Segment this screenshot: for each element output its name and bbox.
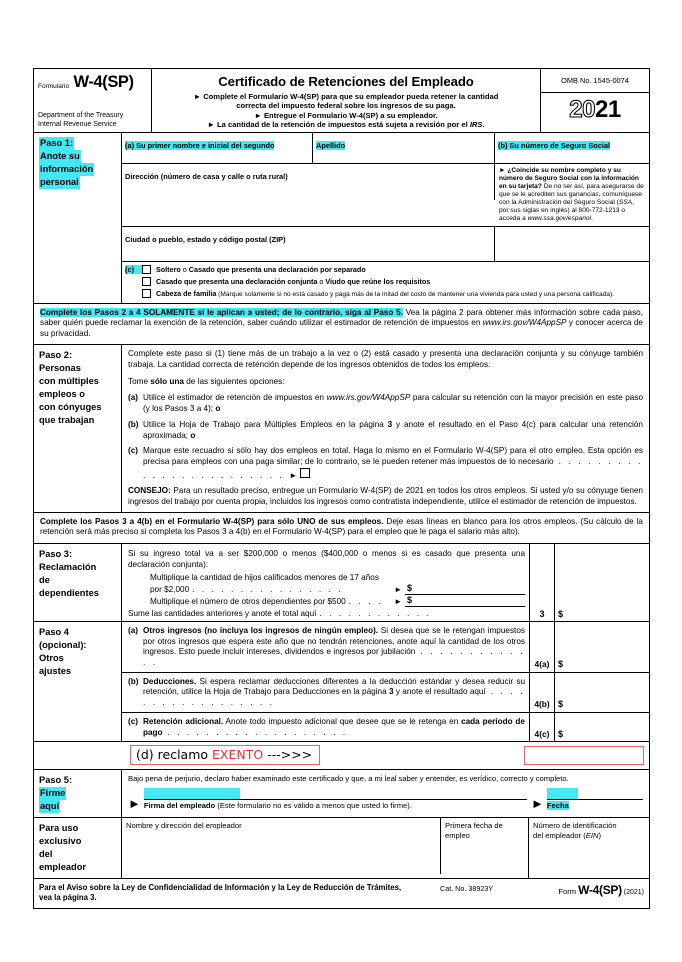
checkbox-single-label: [156, 265, 366, 274]
steps-2-to-4-banner: [34, 304, 649, 346]
employer-label: [34, 818, 122, 878]
step-4c-dollar-sign: $: [558, 728, 564, 739]
last-name-field[interactable]: [313, 133, 495, 163]
other-dependents-label: Multiplique el número de otros dependientes por $500: [150, 596, 346, 606]
dependents-dots: . . . .: [348, 596, 383, 606]
children-amount-label: por $2,000: [150, 584, 190, 594]
other-income-rest: Si desea que se le retengan impuestos por otros ingresos que espera este año que no tendrán retenciones, anote aquí la cantidad de los otros ingresos. Esto puede incluir intereses, dividendos e ingresos por jubilación: [143, 625, 525, 657]
step-5-body: [122, 770, 649, 817]
banner2-rest: Deje esas líneas en blanco para los otros empleos. (Su cálculo de la retención será más preciso si completa los Pasos 3 a 4(b) en el Formulario W-4(SP) para el empleo que le paga el salario más alto).: [40, 516, 643, 537]
signature-row: [128, 788, 643, 810]
joint-bold: Casado que presenta una declaración conjunta: [156, 276, 318, 286]
step-3-children-line-2: [128, 583, 525, 595]
joint-mid: o: [317, 276, 326, 286]
total-dots: . . . . . . . . . . . .: [319, 608, 432, 618]
step-4c-tag: (c): [128, 716, 139, 726]
signature-label-rest: (Este formulario no es válido a menos que usted lo firme).: [215, 801, 412, 811]
header-form-identity: [34, 69, 152, 132]
step-4b-dots: . . . . . . . . . . . . . . . . . .: [143, 687, 526, 708]
pay-period-bold: cada período de pago: [143, 716, 525, 737]
step-3-intro: Si su ingreso total va a ser $200,000 o menos ($400,000 o menos si es casado que presenta una declaración conjunta):: [128, 548, 525, 569]
header-bullet-1-line-1: ► Complete el Formulario W-4(SP) para que su empleador pueda retener la cantidad: [193, 92, 499, 101]
first-name-label: (a) Su primer nombre e inicial del segundo: [125, 141, 275, 151]
signature-label-bold: Firma del empleado: [143, 801, 216, 811]
option-c-dots: . . . . . . . . . . . . . . . . . . . . . . . .: [143, 456, 643, 480]
step-5-label-line-3: aquí: [40, 801, 60, 812]
step-4b-row: [122, 673, 649, 713]
employer-label-line-1: Para uso: [39, 823, 79, 834]
step-3-label: [34, 544, 122, 621]
step-5-label: [34, 770, 122, 817]
checkbox-two-jobs[interactable]: [300, 468, 310, 478]
annotation-prefix: (d) reclamo: [136, 747, 213, 763]
step-4b-input[interactable]: [555, 673, 649, 712]
step-4b-tag: (b): [128, 676, 139, 686]
ssn-note-end: .: [591, 214, 593, 222]
tome-bold: sólo una: [150, 376, 184, 386]
step-2-intro: Complete este paso si (1) tiene más de un trabajo a la vez o (2) está casado y presenta una declaración conjunta y su cónyuge también trabaja. La cantidad correcta de retención depende de los ingresos obtenidos de todos los empleos.: [128, 349, 643, 370]
step-1-label-line-3: información: [40, 164, 94, 175]
form-label: Formulario: [38, 83, 70, 90]
last-name-label: Apellido: [316, 141, 346, 151]
hoh-rest: (Marque solamente si no está casado y paga más de la mitad del costo de mantener una vivienda para usted y una persona calificada).: [216, 290, 615, 298]
header-title-block: [152, 69, 541, 132]
step-4-label-line-1: Paso 4: [39, 626, 69, 637]
filing-status-tag: (c): [125, 265, 142, 274]
step-4a-tag: (a): [128, 625, 139, 635]
extra-withholding-bold: Retención adicional.: [143, 716, 224, 726]
step-4c-input[interactable]: [555, 713, 649, 741]
signature-column: [144, 788, 527, 810]
step-4b-dollar-sign: $: [558, 699, 564, 710]
step-4b-number-value: 4(b): [534, 699, 550, 710]
step-1-label-line-1: Paso 1:: [40, 138, 74, 149]
ssn-note-rest: De no ser así, para asegurarse de que se le acrediten sus ganancias, comuníquese con la Administración del Seguro Social (: [499, 183, 644, 206]
department-block: [38, 112, 123, 129]
employer-label-line-3: del: [39, 849, 53, 860]
step-3-label-line-1: Paso 3:: [39, 548, 73, 559]
step-3-dollar-sign: $: [558, 608, 564, 619]
address-field[interactable]: [122, 164, 495, 200]
tip-label: CONSEJO:: [128, 486, 171, 496]
exempt-target-box[interactable]: [524, 746, 644, 765]
city-state-zip-field[interactable]: [122, 227, 495, 261]
step-3-total-input[interactable]: [555, 544, 649, 621]
ssn-note-top: [495, 164, 649, 225]
step-2-label-line-2: Personas: [39, 363, 81, 374]
option-b-post: y anote el resultado en el Paso 4(c) para calcular una retención aproximada;: [143, 419, 643, 440]
step-3-label-line-4: dependientes: [39, 587, 99, 598]
step-4a-paragraph: [143, 626, 525, 669]
step-1-address-row: [122, 164, 649, 226]
deductions-rest-2: y anote el resultado aquí: [393, 687, 486, 697]
step-3-body: [122, 544, 529, 621]
filing-status-field: [122, 262, 649, 303]
step-4-label: [34, 622, 122, 741]
year-outline-part: 20: [569, 96, 595, 123]
step-1-name-row: [122, 133, 649, 164]
header-bullet-3: [156, 120, 536, 129]
step-2-body: [122, 345, 649, 511]
step-4-label-line-2: (opcional):: [39, 639, 87, 650]
option-a-tag: (a): [128, 393, 139, 403]
banner-rest-2: y conocer acerca de su privacidad.: [40, 318, 643, 338]
step-5-section: [34, 770, 649, 818]
step-4-section: [34, 622, 649, 742]
checkbox-joint-label: [156, 277, 430, 286]
step-2-option-b: [128, 420, 643, 441]
step-4a-number-value: 4(a): [534, 659, 550, 670]
footer-form-label: Form: [558, 887, 579, 897]
banner-rest-1: Vea la página 2 para obtener más información sobre cada paso, saber quién puede reclamar la exención de la retención, saber cuándo utilizar el estimador de retención de impuestos en: [40, 307, 644, 328]
step-5-label-line-2: Firme: [40, 788, 66, 799]
option-b-text: [143, 420, 643, 441]
ssa-abbrev: SSA: [618, 198, 633, 206]
perjury-statement: Bajo pena de perjurio, declaro haber examinado este certificado y que, a mi leal saber y entender, es verídico, correcto y completo.: [128, 774, 569, 784]
exempt-annotation-row: [34, 742, 649, 770]
privacy-notice: [39, 883, 440, 903]
step-4c-number-value: 4(c): [534, 728, 550, 739]
option-b-tag: (b): [128, 419, 139, 429]
catalog-number: Cat. No. 38923Y: [440, 884, 494, 894]
step-4a-line-number: [529, 622, 555, 672]
employer-label-line-2: exclusivo: [39, 836, 82, 847]
ein-line-2-pre: del empleador (: [533, 830, 586, 840]
footer-form-number: W-4(SP): [578, 883, 622, 898]
tome-post: de las siguientes opciones:: [183, 376, 285, 386]
ein-line-1: Número de identificación: [533, 821, 617, 831]
step-2-label-line-3: con múltiples: [39, 376, 99, 387]
department-line-2: Internal Revenue Service: [38, 120, 117, 128]
steps-3-to-4b-banner: [34, 513, 649, 544]
tax-year: [541, 93, 649, 126]
banner-bold: Complete los Pasos 2 a 4 SOLAMENTE si le aplican a usted; de lo contrario, siga al Paso 5.: [40, 307, 403, 317]
checkbox-row-single[interactable]: [125, 265, 646, 275]
deductions-rest-1: Si espera reclamar deducciones diferentes a la deducción estándar y desea reducir su retención, utilice la Hoja de Trabajo para Deducciones en la página: [143, 676, 525, 697]
w4sp-form: [33, 68, 650, 909]
children-amount-input[interactable]: $: [405, 583, 525, 595]
step-4b-text: [122, 673, 529, 712]
step-4c-dots: . . . . . . . . . . . . . . . . . . .: [162, 727, 348, 737]
mfs-bold: Casado que presenta una declaración por separado: [188, 264, 366, 274]
other-dependents-input[interactable]: $: [405, 595, 525, 607]
form-number: W-4(SP): [73, 73, 134, 91]
annotation-arrows: --->>>: [263, 747, 313, 763]
step-4c-line-number: [529, 713, 555, 741]
option-b-or: o: [190, 430, 196, 440]
step-4a-dots: . . . . . . . . . . . . .: [143, 647, 525, 668]
w4app-url[interactable]: www.irs.gov/W4AppSP: [482, 318, 567, 328]
arrow-right-icon: ►: [394, 596, 402, 606]
tip-text: Para un resultado preciso, entregue un Formulario W-4(SP) de 2021 en todos los otros empleos. Si usted y/o su cónyuge tienen ingresos del trabajo por cuenta propia, incluidos los ingresos como contratista independiente, utilice el estimador de retención de impuestos.: [128, 486, 643, 507]
tome-pre: Tome: [128, 376, 151, 386]
employer-ein-field[interactable]: [529, 818, 649, 878]
annotation-exempt-word: EXENTO: [212, 747, 264, 763]
step-1-fields: [122, 133, 649, 302]
option-c-tag: (c): [128, 446, 139, 456]
ein-abbrev: EIN: [585, 830, 599, 840]
step-3-total-line: [128, 608, 525, 619]
step-2-label-line-6: que trabajan: [39, 415, 95, 426]
employer-section: [34, 818, 649, 879]
step-3-dependents-line: [128, 595, 525, 607]
step-4c-inner: [128, 717, 525, 738]
banner2-bold: Complete los Pasos 3 a 4(b) en el Formulario W-4(SP) para sólo UNO de sus empleos.: [40, 516, 384, 526]
step-1-city-row: [122, 227, 649, 262]
step-2-option-a: [128, 393, 643, 414]
form-header: [34, 69, 649, 133]
header-bullets: [156, 92, 536, 129]
header-bullet-3-pre: ► La cantidad de la retención de impuestos está sujeta a revisión por el: [207, 119, 470, 129]
irs-italic: IRS: [469, 119, 483, 129]
arrow-right-icon: ►: [289, 470, 298, 480]
step-1-filing-status-row: [122, 262, 649, 303]
deductions-page: 3: [388, 687, 394, 697]
step-4a-inner: [128, 626, 525, 669]
date-inner: [531, 788, 643, 810]
step-3-label-line-2: Reclamación: [39, 561, 97, 572]
ssn-label: (b) Su número de Seguro Social: [498, 141, 611, 151]
children-dots: . . . . . . . . . . . . . . . .: [192, 584, 344, 594]
footer-form-identity: [532, 883, 644, 897]
date-column: [531, 788, 643, 810]
single-bold: Soltero: [156, 264, 181, 274]
checkbox-single[interactable]: [142, 265, 151, 274]
step-2-choose-one: [128, 377, 643, 388]
step-4-label-line-3: Otros: [39, 652, 64, 663]
header-bullet-1-line-2: correcta del impuesto federal sobre los ingresos de su paga.: [236, 101, 456, 111]
employer-name-address-field[interactable]: [122, 818, 441, 874]
step-3-label-line-3: de: [39, 574, 50, 585]
step-3-children-line-1: Multiplique la cantidad de hijos calificados menores de 17 años: [150, 572, 379, 582]
step-4a-input[interactable]: [555, 622, 649, 672]
header-bullet-3-post: .: [482, 119, 485, 129]
date-input[interactable]: [547, 799, 643, 810]
option-a-url[interactable]: www.irs.gov/W4AppSP: [326, 393, 411, 403]
department-line-1: Department of the Treasury: [38, 112, 124, 119]
step-4b-inner: [128, 677, 525, 709]
checkbox-joint[interactable]: [142, 277, 151, 286]
step-4-label-line-4: ajustes: [39, 665, 72, 676]
step-4c-text: [122, 713, 529, 741]
ein-line-2-post: ): [598, 830, 601, 840]
step-2-label-line-5: con cónyuges: [39, 402, 102, 413]
privacy-notice-line-2: vea la página 3.: [39, 893, 97, 903]
city-state-zip-label: Ciudad o pueblo, estado y código postal (ZIP): [125, 234, 286, 244]
step-3-total-label: Sume las cantidades anteriores y anote el total aquí: [128, 608, 317, 618]
step-2-option-c: [128, 446, 643, 481]
step-5-label-line-1: Paso 5:: [39, 775, 73, 786]
step-4a-text: [122, 622, 529, 672]
step-1-label: [34, 133, 122, 302]
hoh-bold: Cabeza de familia: [156, 288, 217, 298]
step-2-label-line-4: empleos o: [39, 389, 85, 400]
step-4a-dollar-sign: $: [558, 659, 564, 670]
step-4c-row: [122, 713, 649, 741]
signature-highlight: [144, 788, 240, 799]
ssa-url[interactable]: www.ssa.gov/espanol: [527, 214, 592, 222]
checkbox-row-joint[interactable]: [125, 277, 646, 287]
arrow-right-icon: ►: [531, 796, 544, 812]
step-2-tip: [128, 486, 643, 507]
option-c-text: [143, 446, 643, 481]
step-4b-line-number: [529, 673, 555, 712]
option-c-body: Marque este recuadro si sólo hay dos empleos en total. Haga lo mismo en el Formulario W-4(SP) para el otro empleo. Esta opción es precisa para empleos con una paga similar; de lo contrario, se le pueden retener más impuestos de lo necesario: [143, 446, 643, 466]
checkbox-head-of-household[interactable]: [142, 289, 151, 298]
date-highlight: [547, 788, 578, 799]
step-1-label-line-4: personal: [40, 177, 79, 188]
date-field-wrap: [547, 788, 643, 810]
date-label: Fecha: [546, 801, 569, 811]
option-a-or: o: [215, 404, 221, 414]
employer-label-line-4: empleador: [39, 862, 87, 873]
checkbox-hoh-label: [156, 289, 614, 299]
step-1-section: [34, 133, 649, 303]
arrow-right-icon: ►: [128, 796, 141, 812]
ssn-note-rest-2: , por sus siglas en inglés) al 800-772-1213 o acceda a: [499, 198, 634, 222]
step-3-section: [34, 544, 649, 622]
form-footer: [34, 879, 649, 908]
omb-number: OMB No. 1545-0074: [541, 69, 649, 93]
checkbox-row-hoh[interactable]: [125, 289, 646, 299]
other-income-bold: Otros ingresos (no incluya los ingresos de ningún empleo).: [143, 625, 379, 635]
step-1-label-line-2: Anote su: [40, 151, 80, 162]
arrow-right-icon: ►: [394, 584, 402, 594]
address-label: Dirección (número de casa y calle o ruta rural): [125, 172, 288, 182]
ssn-field[interactable]: [495, 133, 649, 163]
step-4b-paragraph: [143, 677, 525, 709]
employer-name-address-label: Nombre y dirección del empleador: [126, 821, 242, 831]
step-3-number-value: 3: [539, 608, 545, 619]
step-2-label: [34, 345, 122, 511]
ssn-note-spacer: [495, 227, 649, 261]
ssn-note-bold: ► ¿Coincide su nombre completo y su número de Seguro Social con la información en su tarjeta?: [499, 167, 639, 190]
first-name-field[interactable]: [122, 133, 313, 163]
step-4c-paragraph: [143, 717, 525, 738]
signature-input[interactable]: [144, 799, 527, 810]
option-a-pre: Utilice el estimador de retención de impuestos en: [143, 393, 327, 403]
single-mid: o: [180, 264, 189, 274]
first-date-line-1: Primera fecha de: [445, 821, 503, 831]
year-bold-part: 21: [595, 96, 621, 123]
header-omb-block: [541, 69, 649, 132]
step-4-body: [122, 622, 649, 741]
option-a-post: para calcular su retención con la mayor precisión en este paso (y los Pasos 3 a 4);: [143, 393, 643, 414]
widow-bold: Viudo que reúne los requisitos: [325, 276, 431, 286]
step-2-section: [34, 345, 649, 512]
footer-form-year: (2021): [621, 889, 644, 897]
option-b-page: 3: [387, 419, 393, 429]
header-bullet-2: ► Entregue el Formulario W-4(SP) a su empleador.: [254, 110, 438, 120]
step-3-line-number: [529, 544, 555, 621]
option-a-text: [143, 393, 643, 414]
page-title: Certificado de Retenciones del Empleado: [218, 74, 474, 89]
privacy-notice-line-1: Para el Aviso sobre la Ley de Confidencialidad de Información y la Ley de Reducción de Trámites,: [39, 883, 402, 893]
deductions-bold: Deducciones.: [143, 676, 197, 686]
exempt-claim-annotation[interactable]: [130, 745, 320, 765]
extra-withholding-rest: Anote todo impuesto adicional que desee que se le retenga en: [223, 716, 462, 726]
step-2-label-line-1: Paso 2:: [39, 350, 73, 361]
first-date-line-2: empleo: [445, 830, 470, 840]
option-b-pre: Utilice la Hoja de Trabajo para Múltiples Empleos en la página: [143, 419, 388, 429]
first-date-employment-field[interactable]: [441, 818, 529, 878]
step-4a-row: [122, 622, 649, 673]
